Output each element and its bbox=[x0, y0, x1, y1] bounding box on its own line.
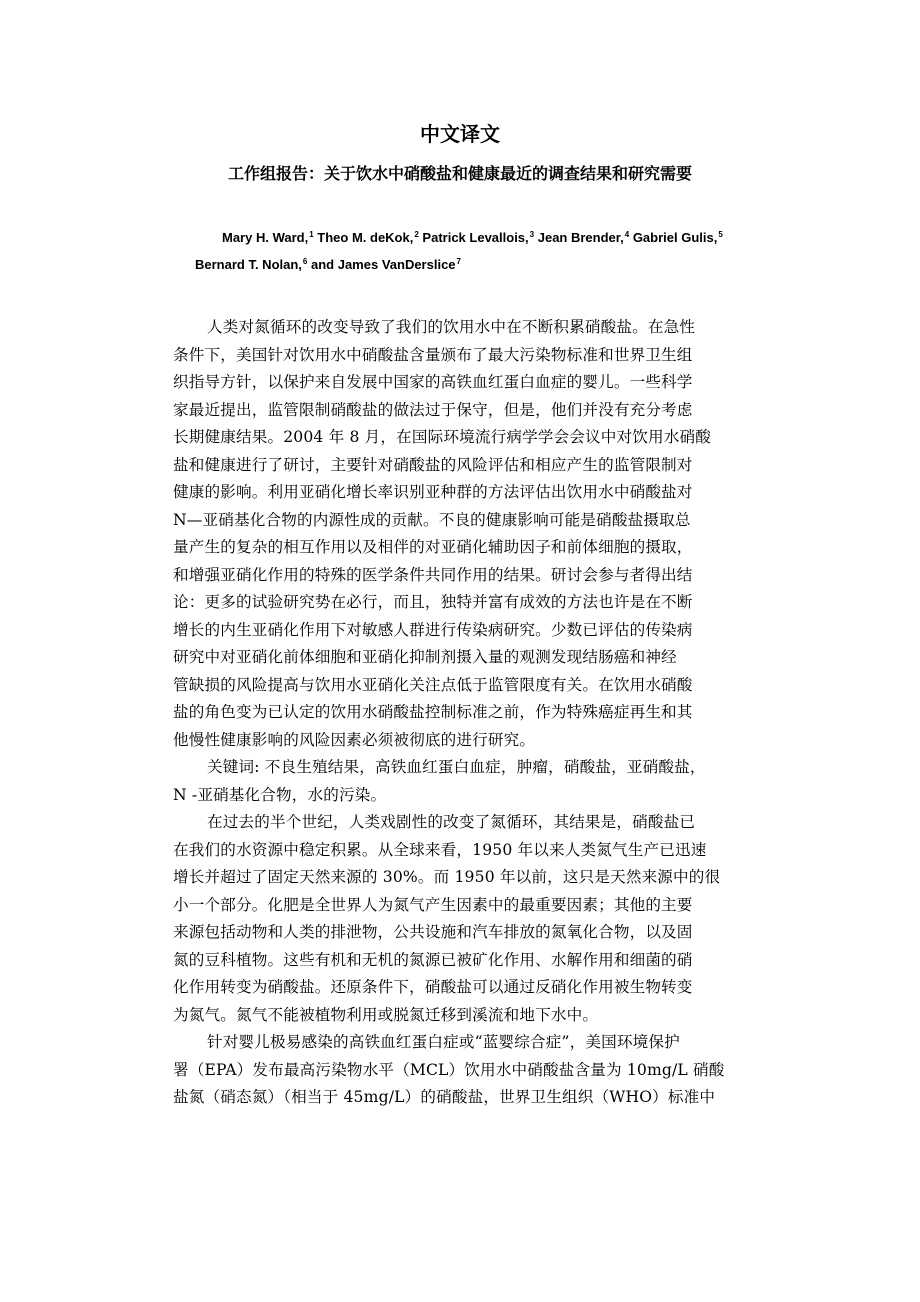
author-name: Gabriel Gulis, bbox=[632, 230, 718, 245]
text-line: 人类对氮循环的改变导致了我们的饮用水中在不断积累硝酸盐。在急性 bbox=[207, 318, 696, 336]
text-line: 他慢性健康影响的风险因素必须被彻底的进行研究。 bbox=[173, 730, 536, 749]
text-line: 量产生的复杂的相互作用以及相伴的对亚硝化辅助因子和前体细胞的摄取， bbox=[173, 538, 693, 556]
author-name: and James VanDerslice bbox=[311, 257, 456, 272]
text-line: 长期健康结果。2004 年 8 月，在国际环境流行病学学会会议中对饮用水硝酸 bbox=[173, 428, 711, 446]
text-line: 小一个部分。化肥是全世界人为氮气产生因素中的最重要因素；其他的主要 bbox=[173, 895, 693, 914]
text-line: 管缺损的风险提高与饮用水亚硝化关注点低于监管限度有关。在饮用水硝酸 bbox=[173, 675, 693, 694]
text-line: 为氮气。氮气不能被植物利用或脱氮迁移到溪流和地下水中。 bbox=[173, 1005, 599, 1024]
author-name: Bernard T. Nolan, bbox=[195, 257, 302, 272]
author-list bbox=[195, 224, 795, 278]
text-line: 化作用转变为硝酸盐。还原条件下，硝酸盐可以通过反硝化作用被生物转变 bbox=[173, 978, 693, 996]
author-affiliation-number: 7 bbox=[456, 257, 461, 266]
author-affiliation-number: 2 bbox=[414, 230, 419, 239]
author-line bbox=[195, 224, 795, 251]
text-line: N—亚硝基化合物的内源性成的贡献。不良的健康影响可能是硝酸盐摄取总 bbox=[173, 510, 691, 529]
text-line: 在过去的半个世纪，人类戏剧性的改变了氮循环，其结果是，硝酸盐已 bbox=[207, 813, 696, 831]
text-line: 条件下，美国针对饮用水中硝酸盐含量颁布了最大污染物标准和世界卫生组 bbox=[173, 345, 693, 364]
text-line: 盐和健康进行了研讨，主要针对硝酸盐的风险评估和相应产生的监管限制对 bbox=[173, 455, 693, 474]
text-line: 论：更多的试验研究势在必行，而且，独特并富有成效的方法也许是在不断 bbox=[173, 593, 693, 611]
text-line: 氮的豆科植物。这些有机和无机的氮源已被矿化作用、水解作用和细菌的硝 bbox=[173, 950, 693, 969]
text-line: 增长并超过了固定天然来源的 30%。而 1950 年以前，这只是天然来源中的很 bbox=[173, 868, 721, 886]
author-name: Patrick Levallois, bbox=[422, 230, 529, 245]
keywords-line: N -亚硝基化合物，水的污染。 bbox=[173, 785, 387, 804]
text-line: 针对婴儿极易感染的高铁血红蛋白症或“蓝婴综合症”，美国环境保护 bbox=[207, 1033, 680, 1051]
author-affiliation-number: 6 bbox=[302, 257, 308, 266]
text-line: 盐的角色变为已认定的饮用水硝酸盐控制标准之前，作为特殊癌症再生和其 bbox=[173, 703, 693, 721]
document-subtitle: 工作组报告：关于饮水中硝酸盐和健康最近的调查结果和研究需要 bbox=[227, 164, 692, 183]
text-line: 在我们的水资源中稳定积累。从全球来看，1950 年以来人类氮气生产已迅速 bbox=[173, 840, 707, 859]
keywords-line: 关键词: 不良生殖结果，高铁血红蛋白血症，肿瘤，硝酸盐，亚硝酸盐， bbox=[207, 758, 706, 776]
author-affiliation-number: 5 bbox=[718, 230, 723, 239]
author-affiliation-number: 4 bbox=[624, 230, 630, 239]
author-name: Jean Brender, bbox=[537, 230, 624, 245]
text-line: 署（EPA）发布最高污染物水平（MCL）饮用水中硝酸盐含量为 10mg/L 硝酸 bbox=[173, 1060, 725, 1079]
body-text bbox=[173, 314, 793, 1112]
text-line: 研究中对亚硝化前体细胞和亚硝化抑制剂摄入量的观测发现结肠癌和神经 bbox=[173, 648, 677, 666]
text-line: 增长的内生亚硝化作用下对敏感人群进行传染病研究。少数已评估的传染病 bbox=[173, 620, 693, 639]
text-line: 盐氮（硝态氮）（相当于 45mg/L）的硝酸盐，世界卫生组织（WHO）标准中 bbox=[173, 1088, 716, 1106]
text-line: 家最近提出，监管限制硝酸盐的做法过于保守，但是，他们并没有充分考虑 bbox=[173, 400, 693, 419]
author-affiliation-number: 3 bbox=[529, 230, 535, 239]
author-affiliation-number: 1 bbox=[309, 230, 314, 239]
author-line bbox=[195, 251, 795, 278]
author-name: Theo M. deKok, bbox=[317, 230, 414, 245]
text-line: 来源包括动物和人类的排泄物，公共设施和汽车排放的氮氧化合物，以及固 bbox=[173, 923, 693, 941]
author-name: Mary H. Ward, bbox=[222, 230, 309, 245]
document-title: 中文译文 bbox=[420, 122, 500, 146]
text-line: 健康的影响。利用亚硝化增长率识别亚种群的方法评估出饮用水中硝酸盐对 bbox=[173, 483, 693, 501]
text-line: 和增强亚硝化作用的特殊的医学条件共同作用的结果。研讨会参与者得出结 bbox=[173, 565, 693, 584]
text-line: 织指导方针，以保护来自发展中国家的高铁血红蛋白血症的婴儿。一些科学 bbox=[173, 373, 693, 391]
